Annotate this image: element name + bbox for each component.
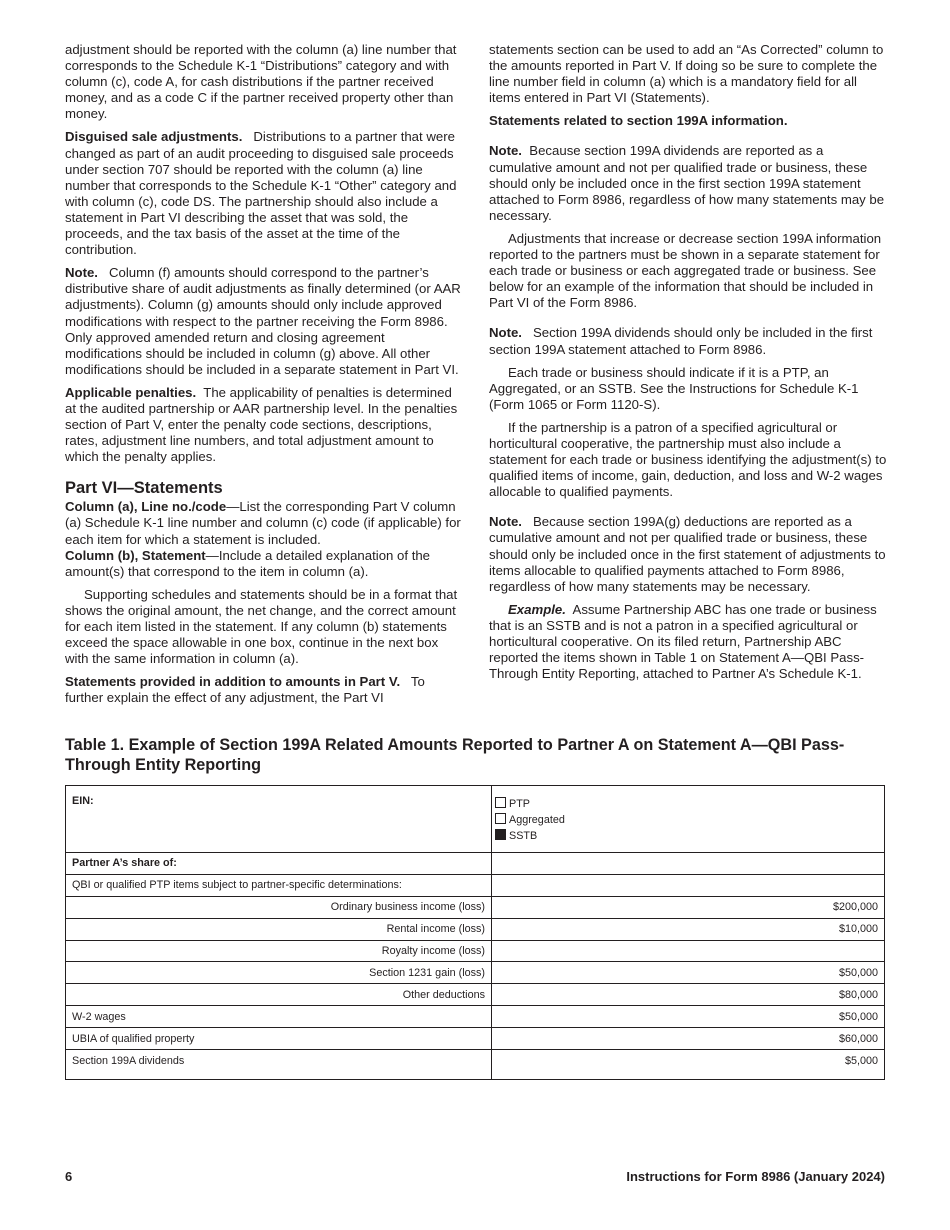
column-a-paragraph [65,499,465,547]
column-b-body: —Include a detailed explanation of the amount(s) that correspond to the item in column (a). [65,547,431,579]
penalties-body: The applicability of penalties is determined at the audited partnership or AAR partnership level. In the penalties section of Part V, enter the penalty code sections, descriptions, rates, adjustment line numbers, and total adjustment amount to which the penalty applies. [65,384,458,465]
row-label: Section 199A dividends [66,1050,492,1080]
row-label: W-2 wages [66,1006,492,1028]
checkbox-ptp-label: PTP [509,798,530,810]
table-row [66,962,885,984]
column-b-heading: Column (b), Statement [65,547,206,563]
checkbox-ptp-box[interactable] [495,797,506,808]
row-label: Ordinary business income (loss) [66,896,492,918]
table-row [66,940,885,962]
table-row [66,1028,885,1050]
qbi-row [66,874,885,896]
note-label: Note. [489,514,522,530]
note-199a-dividends-paragraph [489,143,889,223]
note-199ag-paragraph [489,514,889,594]
partner-share-row [66,853,885,875]
row-value [492,940,885,962]
checkbox-sstb[interactable] [495,828,881,844]
statements-body: To further explain the effect of any adjustment, the Part VI [65,674,425,706]
disguised-sale-heading: Disguised sale adjustments. [65,129,243,145]
checkbox-sstb-label: SSTB [509,830,538,842]
note-body: Because section 199A(g) deductions are reported as a cumulative amount and not per qualified trade or business, these should only be included once in the first statement of adjustments to items allocable to qualified payments attached to Form 8986, regardless of how many statements may be necessary. [489,514,886,594]
supporting-paragraph: Supporting schedules and statements should be in a format that shows the original amount, the net change, and the correct amount for each item listed in the statement. If any column (b) statements exceed the space allowable in one box, continue in the next box with the same information in column (a). [65,586,458,667]
note-label: Note. [65,265,98,281]
distributions-paragraph: adjustment should be reported with the column (a) line number that corresponds to the Schedule K-1 “Distributions” category and with column (c), code A, for cash distributions if the partner received money, and as a code C if the partner received property other than money. [65,42,457,122]
row-label: Other deductions [66,984,492,1006]
row-value: $5,000 [492,1050,885,1080]
row-value: $80,000 [492,984,885,1006]
row-label: Rental income (loss) [66,918,492,940]
table-row [66,896,885,918]
note-label: Note. [489,325,522,341]
note-first-statement-paragraph [489,325,889,357]
table-row [66,918,885,940]
column-a-body: —List the corresponding Part V column (a) Schedule K-1 line number and column (c) code (if applicable) for each item for which a statement is included. [65,499,461,547]
row-value: $200,000 [492,896,885,918]
penalties-heading: Applicable penalties. [65,384,197,400]
note-paragraph [65,265,465,378]
table-title: Table 1. Example of Section 199A Related Amounts Reported to Partner A on Statement A—QBI Pass-Through Entity Reporting [65,736,845,774]
example-heading: Example. [508,601,566,617]
ein-label: EIN: [66,786,492,853]
example-body: Assume Partnership ABC has one trade or business that is an SSTB and is not a patron in a specified agricultural or horticultural cooperative. On its filed return, Partnership ABC reported the items shown in Table 1 on Statement A—QBI Pass-Through Entity Reporting, attached to Partner A’s Schedule K-1. [489,601,877,682]
adjustments-paragraph: Adjustments that increase or decrease section 199A information reported to the partners must be shown in a separate statement for each trade or business or each aggregated trade or business. See below for an example of the information that should be included in Part VI of the Form 8986. [489,230,882,311]
qbi-value [492,874,885,896]
ein-row [66,786,885,853]
row-value: $60,000 [492,1028,885,1050]
row-value: $50,000 [492,962,885,984]
row-label: Royalty income (loss) [66,940,492,962]
disguised-sale-paragraph [65,129,465,258]
row-value: $10,000 [492,918,885,940]
entity-type-checkboxes [492,786,885,853]
patron-paragraph: If the partnership is a patron of a specified agricultural or horticultural cooperative, the partnership must also include a statement for each trade or business identifying the adjustment(s) to qualified items of income, gain, deduction, and loss and W-2 wages allocable to qualified payments. [489,419,887,500]
row-label: Section 1231 gain (loss) [66,962,492,984]
right-column [489,42,889,689]
table-row [66,1006,885,1028]
checkbox-aggregated-label: Aggregated [509,814,565,826]
note-label: Note. [489,143,522,159]
note-body: Column (f) amounts should correspond to the partner’s distributive share of audit adjustments as finally determined (or AAR adjustments). Column (g) amounts should only include approved modifications with respect to the partner receiving the Form 8986. Only approved amended return and closing agreement modifications should be included in column (g) above. All other modifications should be included in a separate statement in Part VI. [65,265,461,377]
checkbox-sstb-box[interactable] [495,829,506,840]
example-paragraph [489,602,889,682]
qbi-label: QBI or qualified PTP items subject to partner-specific determinations: [66,874,492,896]
column-a-heading: Column (a), Line no./code [65,499,227,515]
partner-share-label: Partner A’s share of: [66,853,492,875]
statements-paragraph [65,674,465,706]
penalties-paragraph [65,385,465,465]
section-199a-heading: Statements related to section 199A information. [489,113,788,129]
table-row [66,984,885,1006]
row-label: UBIA of qualified property [66,1028,492,1050]
column-b-paragraph [65,548,465,580]
left-column [65,42,465,713]
checkbox-ptp[interactable] [495,796,881,812]
partner-share-value [492,853,885,875]
section-199a-table [65,785,885,1080]
part-vi-heading: Part VI—Statements [65,479,223,498]
note-body: Section 199A dividends should only be included in the first section 199A statement attached to Form 8986. [489,325,873,357]
page-number: 6 [65,1169,73,1184]
table-row [66,1050,885,1080]
each-trade-paragraph: Each trade or business should indicate if it is a PTP, an Aggregated, or an SSTB. See the Instructions for Schedule K-1 (Form 1065 or Form 1120-S). [489,364,859,412]
checkbox-aggregated[interactable] [495,812,881,828]
row-value: $50,000 [492,1006,885,1028]
document-title: Instructions for Form 8986 (January 2024) [626,1169,885,1184]
as-corrected-paragraph: statements section can be used to add an “As Corrected” column to the amounts reported in Part V. If doing so be sure to complete the line number field in column (a) which is a mandatory field for all items entered in Part VI (Statements). [489,42,884,106]
disguised-sale-body: Distributions to a partner that were changed as part of an audit proceeding to disguised sale proceeds under section 707 should be reported with the column (a) line number that corresponds to the Schedule K-1 “Other” category and with column (c), code DS. The partnership should also include a statement in Part VI describing the asset that was sold, the proceeds, and the tax basis of the asset at the time of the contribution. [65,129,457,258]
checkbox-aggregated-box[interactable] [495,813,506,824]
note-body: Because section 199A dividends are reported as a cumulative amount and not per qualified trade or business, these should only be included once in the first section 199A statement attached to Form 8986, regardless of how many statements may be necessary. [489,143,885,223]
statements-heading: Statements provided in addition to amounts in Part V. [65,674,401,690]
